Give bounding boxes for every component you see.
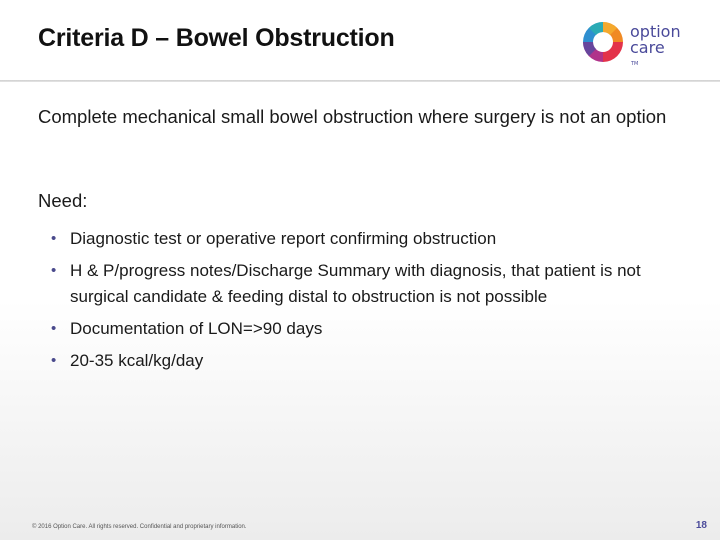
slide-header (0, 0, 720, 80)
need-label: Need: (38, 190, 88, 211)
logo-line-2: care (630, 38, 665, 57)
footer-copyright: © 2016 Option Care. All rights reserved. Confidential and proprietary information. (32, 524, 247, 530)
slide-title: Criteria D – Bowel Obstruction (38, 24, 395, 52)
list-item (48, 226, 668, 252)
intro-text: Complete mechanical small bowel obstruction where surgery is not an option (38, 106, 667, 127)
list-item (48, 316, 668, 342)
list-item (48, 348, 668, 374)
requirements-list (48, 226, 668, 380)
page-number: 18 (695, 520, 707, 531)
bullet-icon: • (51, 320, 57, 337)
logo-line-1: option (630, 22, 681, 41)
bullet-icon: • (51, 352, 57, 369)
bullet-icon: • (51, 230, 57, 247)
option-care-logo-icon (580, 19, 626, 65)
list-item-text: Documentation of LON=>90 days (70, 319, 323, 338)
list-item-text: 20-35 kcal/kg/day (70, 351, 204, 370)
list-item-text: H & P/progress notes/Discharge Summary with diagnosis, that patient is not surgical candidate & feeding distal to obstruction is not possible (70, 261, 641, 306)
header-divider (0, 80, 720, 82)
option-care-logo-wordmark (630, 24, 681, 72)
list-item (48, 258, 668, 310)
bullet-icon: • (51, 262, 57, 279)
list-item-text: Diagnostic test or operative report confirming obstruction (70, 229, 497, 248)
option-care-logo (580, 19, 690, 67)
logo-trademark: TM (631, 61, 639, 67)
